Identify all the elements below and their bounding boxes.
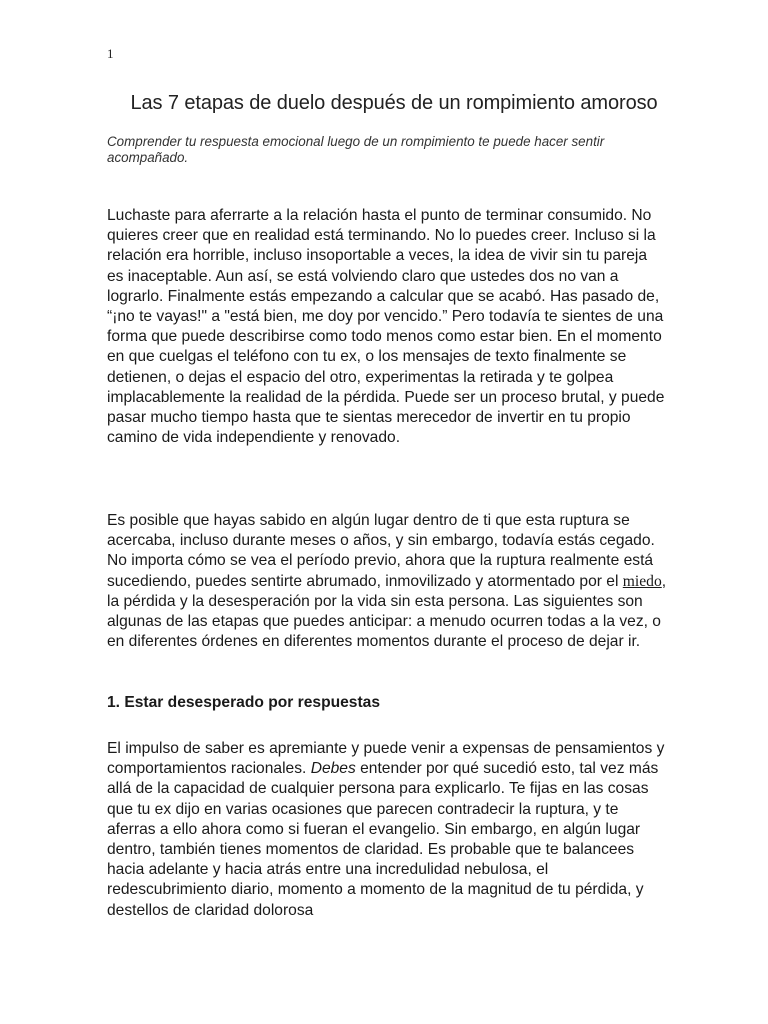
page-title: Las 7 etapas de duelo después de un rompimiento amoroso: [130, 92, 658, 114]
miedo-link[interactable]: miedo: [622, 572, 662, 590]
section-heading: 1. Estar desesperado por respuestas: [107, 694, 381, 711]
paragraph-text: El impulso de saber es apremiante y puede venir a expensas de pensamientos y comportamientos racionales.: [107, 740, 665, 778]
body-paragraph-3: [107, 739, 667, 921]
body-paragraph-2: [107, 511, 667, 652]
body-paragraph-1: Luchaste para aferrarte a la relación hasta el punto de terminar consumido. No quieres creer que en realidad está terminando. No lo puedes creer. Incluso si la relación era horrible, incluso insoportable a veces, la idea de vivir sin tu pareja es inaceptable. Aun así, se está volviendo claro que ustedes dos no van a lograrlo. Finalmente estás empezando a calcular que se acabó. Has pasado de, “¡no te vayas!" a "está bien, me doy por vencido.” Pero todavía te sientes de una forma que puede describirse como todo menos como estar bien. En el momento en que cuelgas el teléfono con tu ex, o los mensajes de texto finalmente se detienen, o dejas el espacio del otro, experimentas la retirada y te golpea implacablemente la realidad de la pérdida. Puede ser un proceso brutal, y puede pasar mucho tiempo hasta que te sientas merecedor de invertir en tu propio camino de vida independiente y renovado.: [107, 207, 665, 447]
paragraph-text: entender por qué sucedió esto, tal vez más allá de la capacidad de cualquier persona para explicarlo. Te fijas en las cosas que tu ex dijo en varias ocasiones que parecen contradecir la ruptura, y te aferras a ello ahora como si fueran el evangelio. Sin embargo, en algún lugar dentro, también tienes momentos de claridad. Es probable que te balancees hacia adelante y hacia atrás entre una incredulidad nebulosa, el redescubrimiento diario, momento a momento de la magnitud de tu pérdida, y destellos de claridad dolorosa: [107, 760, 659, 919]
emphasized-word: Debes: [310, 760, 356, 778]
article-subtitle: Comprender tu respuesta emocional luego de un rompimiento te puede hacer sentir acompañado.: [107, 134, 605, 165]
paragraph-text: , la pérdida y la desesperación por la vida sin esta persona. Las siguientes son algunas de las etapas que puedes anticipar: a menudo ocurren todas a la vez, o en diferentes órdenes en diferentes momentos durante el proceso de dejar ir.: [107, 572, 667, 651]
page-number: 1: [107, 46, 114, 61]
paragraph-text: Es posible que hayas sabido en algún lugar dentro de ti que esta ruptura se acercaba, incluso durante meses o años, y sin embargo, todavía estás cegado. No importa cómo se vea el período previo, ahora que la ruptura realmente está sucediendo, puedes sentirte abrumado, inmovilizado y atormentado por el: [107, 512, 655, 590]
